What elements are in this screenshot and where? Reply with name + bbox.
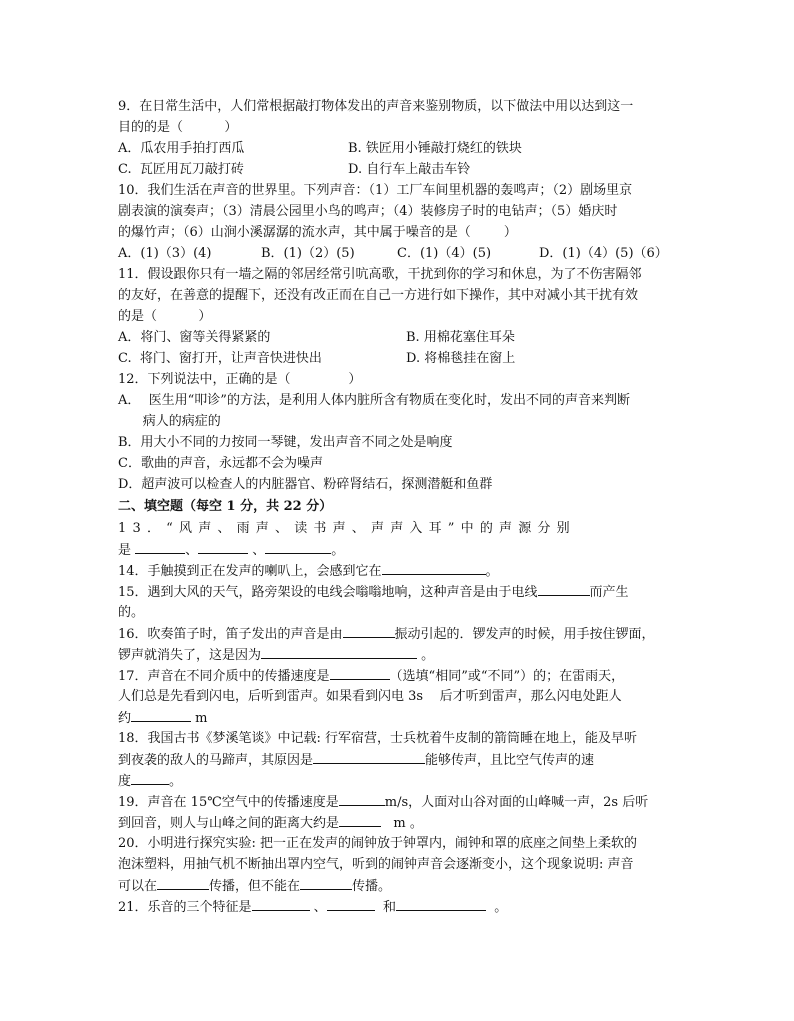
q10-line-3: 的爆竹声；（6）山涧小溪潺潺的流水声，其中属于噪音的是（ ） (118, 225, 517, 240)
q9-option-d[interactable]: D. 自行车上敲击车铃 (348, 162, 471, 177)
q21-blank-1[interactable] (252, 896, 310, 911)
q19-line-2 (118, 812, 678, 833)
q18-blank-2[interactable] (131, 770, 169, 785)
q17-line-2: 人们总是先看到闪电，后听到雷声。如果看到闪电 3s 后才听到雷声，那么闪电处距人 (118, 689, 622, 704)
q21-end: 。 (485, 900, 508, 915)
q20-text-mid: 传播，但不能在 (209, 879, 301, 894)
q18-text: 到夜袭的敌人的马蹄声，其原因是 (118, 753, 314, 768)
q17-blank-1[interactable] (330, 665, 390, 680)
q11-option-c[interactable]: C. 将门、窗打开，让声音快进快出 (118, 351, 322, 366)
q18-text-line-3: 度 (118, 774, 132, 789)
q21-blank-3[interactable] (396, 896, 486, 911)
q9-line-2: 目的的是（ ） (118, 120, 238, 135)
q10-option-a[interactable]: A．(1)（3）(4) (118, 246, 212, 261)
q12-option-a-line-1[interactable]: A． 医生用“叩诊”的方法，是利用人体内脏所含有物质在变化时，发出不同的声音来判断 (118, 393, 630, 408)
q13-line-2 (118, 539, 678, 560)
q19-blank-2[interactable] (339, 812, 381, 827)
q14-text: 14．手触摸到正在发声的喇叭上，会感到它在 (118, 564, 382, 579)
q11-line-3: 的是（ ） (118, 309, 212, 324)
section-heading: 二、填空题（每空 1 分，共 22 分） (118, 499, 333, 514)
q9-line-1: 9．在日常生活中，人们常根据敲打物体发出的声音来鉴别物质，以下做法中用以达到这一 (118, 99, 634, 114)
q18-end: 。 (169, 774, 183, 789)
q17-text-after: （选填“相同”或“不同”）的；在雷雨天， (389, 669, 625, 684)
q19-line-1 (118, 791, 678, 812)
q9-option-c[interactable]: C. 瓦匠用瓦刀敲打砖 (118, 162, 244, 177)
q17-text-line-3: 约 (118, 711, 132, 726)
q20-end: 传播。 (352, 879, 392, 894)
q16-text-after: 振动引起的．锣发声的时候，用手按住锣面， (394, 627, 655, 642)
q11-line-2: 的友好，在善意的提醒下，还没有改正而在自己一方进行如下操作，其中对减小其干扰有效 (118, 288, 639, 303)
q19-text-line-2: 到回音，则人与山峰之间的距离大约是 (118, 816, 340, 831)
q12-option-a-line-2: 病人的病症的 (118, 414, 221, 429)
q18-blank-1[interactable] (313, 749, 425, 764)
q13-blank-2[interactable] (198, 539, 248, 554)
q20-blank-2[interactable] (300, 875, 352, 890)
q18-line-1: 18．我国古书《梦溪笔谈》中记载: 行军宿营，士兵枕着牛皮制的箭筒睡在地上，能及早听 (118, 731, 638, 746)
q10-option-c[interactable]: C．(1)（4）(5) (397, 246, 492, 261)
q11-options-row-2 (118, 348, 678, 369)
q10-option-d[interactable]: D．(1)（4）(5)（6） (539, 246, 668, 261)
q19-text: 19．声音在 15℃空气中的传播速度是 (118, 795, 339, 810)
q9-options-row-2 (118, 159, 678, 180)
q10-option-b[interactable]: B．(1)（2）(5) (261, 246, 355, 261)
q11-option-a[interactable]: A．将门、窗等关得紧紧的 (118, 330, 271, 345)
q17-unit: m (191, 711, 208, 726)
q14-line (118, 560, 678, 581)
q16-blank-2[interactable] (261, 644, 417, 659)
q21-line (118, 896, 678, 917)
q20-line-3 (118, 875, 678, 896)
q19-text-after: m/s，人面对山谷对面的山峰喊一声，2s 后听 (384, 795, 649, 810)
q16-text-line-2: 锣声就消失了，这是因为 (118, 648, 262, 663)
q10-options-row (118, 243, 678, 264)
q15-text-after: 而产生 (589, 585, 629, 600)
q15-blank[interactable] (538, 581, 590, 596)
q13-blank-1[interactable] (135, 539, 185, 554)
q9-option-b[interactable]: B. 铁匠用小锤敲打烧红的铁块 (348, 141, 522, 156)
q20-line-2: 泡沫塑料，用抽气机不断抽出罩内空气，听到的闹钟声音会逐渐变小，这个现象说明: 声音 (118, 857, 634, 872)
q17-line-1 (118, 665, 678, 686)
q17-blank-2[interactable] (131, 707, 191, 722)
q14-blank[interactable] (382, 560, 486, 575)
q11-line-1: 11．假设跟你只有一墙之隔的邻居经常引吭高歌，干扰到你的学习和休息，为了不伤害隔邻 (118, 267, 642, 282)
q9-option-a[interactable]: A．瓜农用手拍打西瓜 (118, 141, 245, 156)
exam-page (118, 96, 678, 917)
q15-line-1 (118, 581, 678, 602)
q9-options-row-1 (118, 138, 678, 159)
q21-separator-2: 和 (374, 900, 396, 915)
q16-line-2 (118, 644, 678, 665)
q17-text: 17．声音在不同介质中的传播速度是 (118, 669, 330, 684)
q16-blank-1[interactable] (343, 623, 395, 638)
q18-text-after: 能够传声，且比空气传声的速 (425, 753, 595, 768)
q21-text: 21．乐音的三个特征是 (118, 900, 252, 915)
q13-blank-3[interactable] (265, 539, 331, 554)
q20-line-1: 20．小明进行探究实验: 把一正在发声的闹钟放于钟罩内，闹钟和罩的底座之间垫上柔软的 (118, 836, 638, 851)
q12-option-c[interactable]: C．歌曲的声音，永远都不会为噪声 (118, 456, 323, 471)
q20-blank-1[interactable] (157, 875, 209, 890)
q12-option-b[interactable]: B．用大小不同的力按同一琴键，发出声音不同之处是响度 (118, 435, 453, 450)
q19-blank-1[interactable] (339, 791, 385, 806)
q11-option-d[interactable]: D. 将棉毯挂在窗上 (406, 351, 516, 366)
q15-line-2: 的。 (118, 605, 145, 620)
q16-text: 16．吹奏笛子时，笛子发出的声音是由 (118, 627, 343, 642)
q10-line-1: 10．我们生活在声音的世界里。下列声音：（1）工厂车间里机器的轰鸣声；（2）剧场里京 (118, 183, 633, 198)
q16-line-1 (118, 623, 678, 644)
q20-text: 可以在 (118, 879, 158, 894)
q11-options-row-1 (118, 327, 678, 348)
q15-text: 15．遇到大风的天气，路旁架设的电线会嗡嗡地响，这种声音是由于电线 (118, 585, 538, 600)
q18-line-2 (118, 749, 678, 770)
q21-blank-2[interactable] (327, 896, 375, 911)
q13-separator-2: 、 (248, 543, 266, 558)
q12-line-1: 12．下列说法中，正确的是（ ） (118, 372, 362, 387)
q14-end: 。 (485, 564, 499, 579)
q10-line-2: 剧表演的演奏声；（3）清晨公园里小鸟的鸣声；（4）装修房子时的电钻声；（5）婚庆时 (118, 204, 618, 219)
q13-end: 。 (331, 543, 345, 558)
q17-line-3 (118, 707, 678, 728)
q13-line-1: 13．“风声、雨声、读书声、声声入耳”中的声源分别 (118, 521, 576, 536)
q21-separator-1: 、 (309, 900, 327, 915)
q12-option-d[interactable]: D．超声波可以检查人的内脏器官、粉碎肾结石，探测潜艇和鱼群 (118, 477, 493, 492)
q18-line-3 (118, 770, 678, 791)
q16-end: 。 (417, 648, 435, 663)
q13-separator-1: 、 (185, 543, 199, 558)
q11-option-b[interactable]: B. 用棉花塞住耳朵 (406, 330, 515, 345)
q13-prefix: 是 (118, 543, 136, 558)
q19-unit: m 。 (381, 816, 423, 831)
